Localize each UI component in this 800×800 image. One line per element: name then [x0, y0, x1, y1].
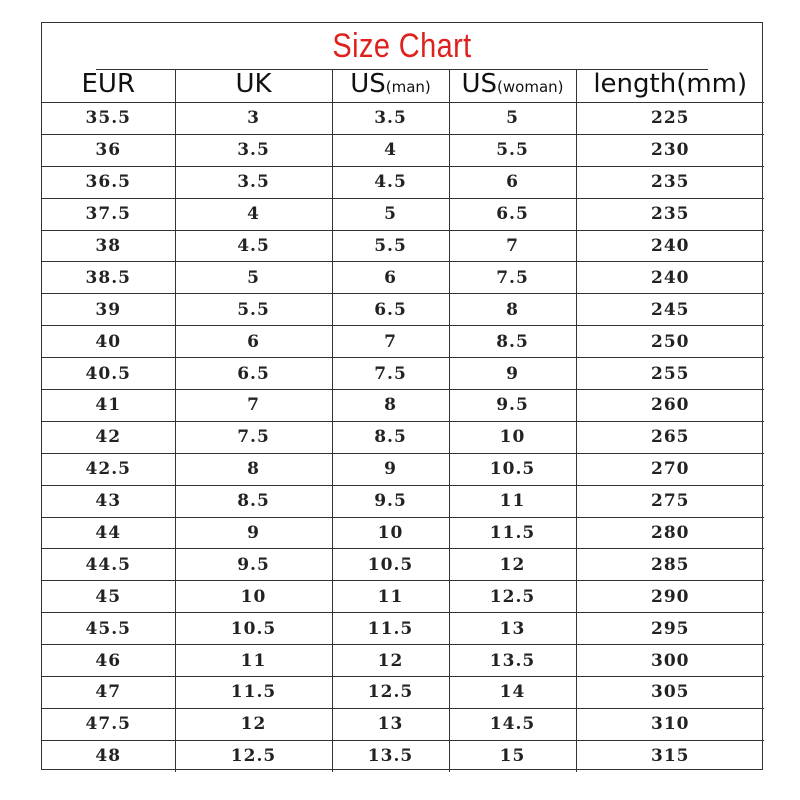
eur-cell: 43 [42, 485, 175, 517]
eur-cell: 36 [42, 134, 175, 166]
table-row [42, 677, 764, 709]
us-man-cell: 8.5 [332, 421, 449, 453]
table-row [42, 708, 764, 740]
eur-cell: 47 [42, 677, 175, 709]
eur-cell: 40 [42, 326, 175, 358]
us-man-cell: 7.5 [332, 358, 449, 390]
length-cell: 290 [576, 581, 764, 613]
us-woman-cell: 14 [449, 677, 576, 709]
us-woman-cell: 11.5 [449, 517, 576, 549]
table-row [42, 198, 764, 230]
us-man-cell: 8 [332, 390, 449, 422]
us-woman-cell: 6.5 [449, 198, 576, 230]
us-man-cell: 11 [332, 581, 449, 613]
us-man-cell: 5.5 [332, 230, 449, 262]
table-row [42, 294, 764, 326]
length-cell: 270 [576, 453, 764, 485]
eur-cell: 35.5 [42, 103, 175, 135]
us-woman-cell: 5.5 [449, 134, 576, 166]
uk-cell: 11.5 [175, 677, 332, 709]
length-cell: 230 [576, 134, 764, 166]
us-man-cell: 11.5 [332, 613, 449, 645]
uk-cell: 9.5 [175, 549, 332, 581]
eur-cell: 45.5 [42, 613, 175, 645]
us-woman-cell: 12.5 [449, 581, 576, 613]
uk-cell: 3.5 [175, 166, 332, 198]
table-row [42, 485, 764, 517]
uk-cell: 7 [175, 390, 332, 422]
us-woman-cell: 8.5 [449, 326, 576, 358]
table-row [42, 421, 764, 453]
table-row [42, 517, 764, 549]
header-us-woman: US(woman) [449, 70, 576, 103]
table-row [42, 358, 764, 390]
eur-cell: 48 [42, 740, 175, 771]
table-row [42, 166, 764, 198]
us-man-cell: 9.5 [332, 485, 449, 517]
size-table [42, 70, 764, 772]
length-cell: 315 [576, 740, 764, 771]
length-cell: 245 [576, 294, 764, 326]
uk-cell: 4.5 [175, 230, 332, 262]
length-cell: 295 [576, 613, 764, 645]
us-woman-cell: 6 [449, 166, 576, 198]
eur-cell: 37.5 [42, 198, 175, 230]
length-cell: 300 [576, 645, 764, 677]
uk-cell: 8.5 [175, 485, 332, 517]
length-cell: 260 [576, 390, 764, 422]
uk-cell: 5.5 [175, 294, 332, 326]
eur-cell: 42.5 [42, 453, 175, 485]
us-woman-cell: 10.5 [449, 453, 576, 485]
table-row [42, 262, 764, 294]
uk-cell: 7.5 [175, 421, 332, 453]
us-woman-cell: 5 [449, 103, 576, 135]
length-cell: 240 [576, 230, 764, 262]
us-man-cell: 12 [332, 645, 449, 677]
us-man-cell: 4.5 [332, 166, 449, 198]
uk-cell: 10.5 [175, 613, 332, 645]
length-cell: 310 [576, 708, 764, 740]
table-row [42, 740, 764, 771]
us-woman-cell: 12 [449, 549, 576, 581]
length-cell: 240 [576, 262, 764, 294]
uk-cell: 6 [175, 326, 332, 358]
us-woman-cell: 10 [449, 421, 576, 453]
table-row [42, 549, 764, 581]
eur-cell: 38.5 [42, 262, 175, 294]
us-woman-cell: 9.5 [449, 390, 576, 422]
us-man-cell: 13.5 [332, 740, 449, 771]
uk-cell: 12.5 [175, 740, 332, 771]
us-woman-cell: 11 [449, 485, 576, 517]
uk-cell: 11 [175, 645, 332, 677]
header-eur: EUR [42, 70, 175, 103]
header-length: length(mm) [576, 70, 764, 103]
uk-cell: 5 [175, 262, 332, 294]
us-woman-cell: 15 [449, 740, 576, 771]
us-woman-cell: 13.5 [449, 645, 576, 677]
eur-cell: 45 [42, 581, 175, 613]
eur-cell: 46 [42, 645, 175, 677]
uk-cell: 4 [175, 198, 332, 230]
us-woman-cell: 13 [449, 613, 576, 645]
table-row [42, 581, 764, 613]
us-man-cell: 5 [332, 198, 449, 230]
eur-cell: 44.5 [42, 549, 175, 581]
table-row [42, 613, 764, 645]
length-cell: 275 [576, 485, 764, 517]
header-us-man: US(man) [332, 70, 449, 103]
us-woman-cell: 8 [449, 294, 576, 326]
table-row [42, 134, 764, 166]
table-row [42, 326, 764, 358]
eur-cell: 38 [42, 230, 175, 262]
length-cell: 280 [576, 517, 764, 549]
us-woman-cell: 7 [449, 230, 576, 262]
table-row [42, 103, 764, 135]
us-man-cell: 3.5 [332, 103, 449, 135]
eur-cell: 36.5 [42, 166, 175, 198]
header-row [42, 70, 764, 103]
us-man-cell: 9 [332, 453, 449, 485]
table-row [42, 645, 764, 677]
length-cell: 225 [576, 103, 764, 135]
header-uk: UK [175, 70, 332, 103]
eur-cell: 44 [42, 517, 175, 549]
us-man-cell: 6.5 [332, 294, 449, 326]
eur-cell: 42 [42, 421, 175, 453]
eur-cell: 47.5 [42, 708, 175, 740]
uk-cell: 8 [175, 453, 332, 485]
us-woman-cell: 7.5 [449, 262, 576, 294]
length-cell: 285 [576, 549, 764, 581]
length-cell: 265 [576, 421, 764, 453]
us-woman-cell: 14.5 [449, 708, 576, 740]
us-man-cell: 4 [332, 134, 449, 166]
uk-cell: 3.5 [175, 134, 332, 166]
uk-cell: 6.5 [175, 358, 332, 390]
length-cell: 235 [576, 198, 764, 230]
length-cell: 250 [576, 326, 764, 358]
eur-cell: 39 [42, 294, 175, 326]
us-man-cell: 10 [332, 517, 449, 549]
length-cell: 235 [576, 166, 764, 198]
us-man-cell: 12.5 [332, 677, 449, 709]
us-man-cell: 13 [332, 708, 449, 740]
us-man-cell: 6 [332, 262, 449, 294]
eur-cell: 41 [42, 390, 175, 422]
table-row [42, 453, 764, 485]
us-man-cell: 7 [332, 326, 449, 358]
uk-cell: 12 [175, 708, 332, 740]
eur-cell: 40.5 [42, 358, 175, 390]
length-cell: 255 [576, 358, 764, 390]
uk-cell: 3 [175, 103, 332, 135]
table-row [42, 390, 764, 422]
us-man-cell: 10.5 [332, 549, 449, 581]
us-woman-cell: 9 [449, 358, 576, 390]
size-chart [41, 22, 763, 770]
chart-title: Size Chart [96, 23, 708, 70]
uk-cell: 10 [175, 581, 332, 613]
table-row [42, 230, 764, 262]
length-cell: 305 [576, 677, 764, 709]
uk-cell: 9 [175, 517, 332, 549]
